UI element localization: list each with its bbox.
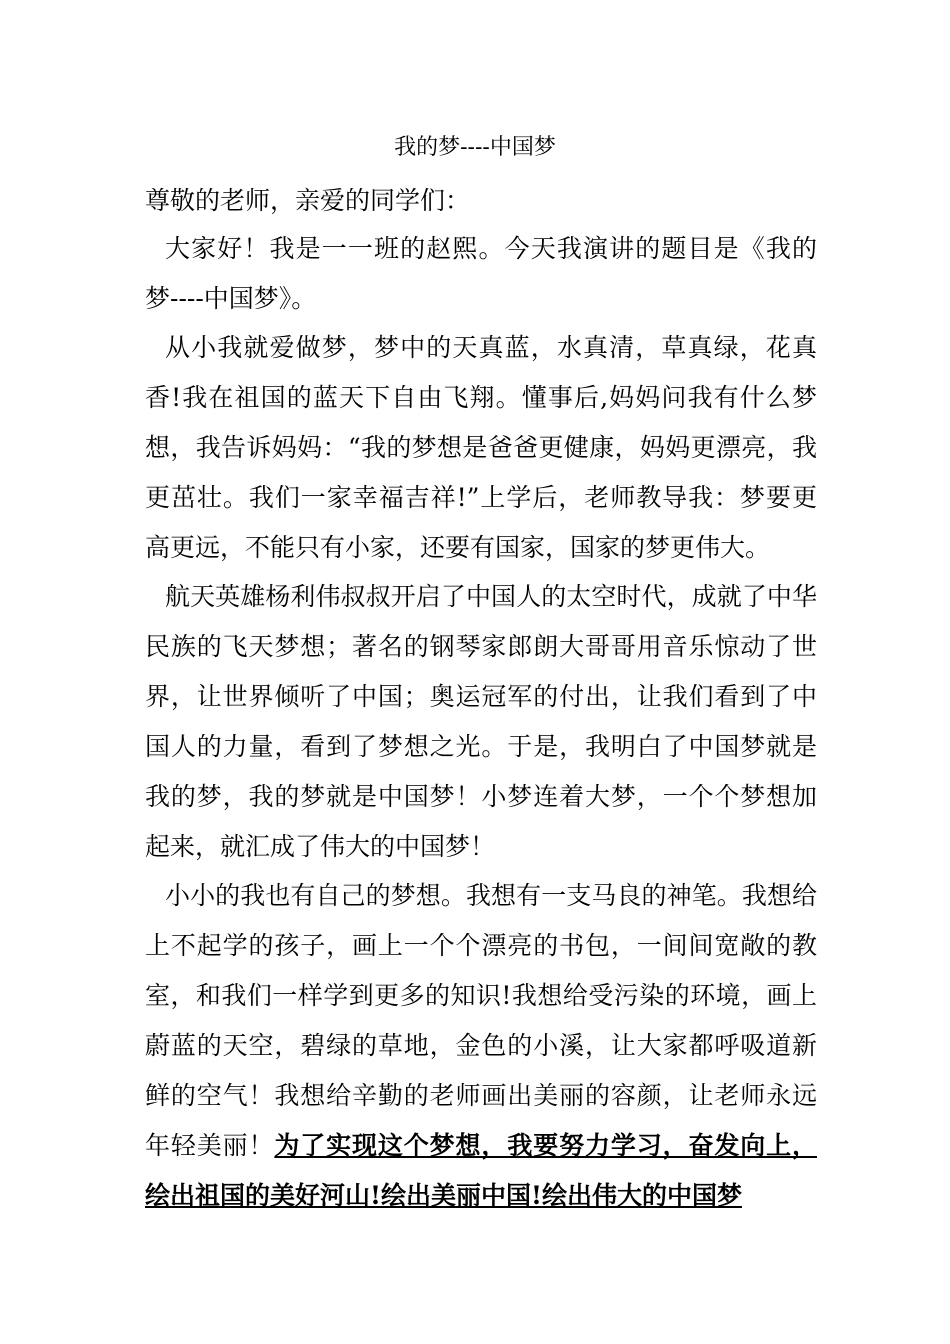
paragraph-my-dream-text: 小小的我也有自己的梦想。我想有一支马良的神笔。我想给上不起学的孩子，画上一个个漂亮的书包，一间间宽敞的教室，和我们一样学到更多的知识!我想给受污染的环境，画上蔚蓝的天空，碧绿的草地，金色的小溪，让大家都呼吸道新鲜的空气！我想给辛勤的老师画出美丽的容颜，让老师永远年轻美丽！ [145, 881, 817, 1160]
paragraph-greeting: 大家好！我是一一班的赵熙。今天我演讲的题目是《我的梦----中国梦》。 [145, 234, 817, 313]
paragraph-childhood-dream: 从小我就爱做梦，梦中的天真蓝，水真清，草真绿，花真香!我在祖国的蓝天下自由飞翔。懂事后,妈妈问我有什么梦想，我告诉妈妈：“我的梦想是爸爸更健康，妈妈更漂亮，我更茁壮。我们一家幸福吉祥!”上学后，老师教导我：梦要更高更远，不能只有小家，还要有国家，国家的梦更伟大。 [145, 333, 817, 562]
salutation: 尊敬的老师，亲爱的同学们： [145, 186, 471, 215]
paragraph-heroes: 航天英雄杨利伟叔叔开启了中国人的太空时代，成就了中华民族的飞天梦想；著名的钢琴家郎朗大哥哥用音乐惊动了世界，让世界倾听了中国；奥运冠军的付出，让我们看到了中国人的力量，看到了梦想之光。于是，我明白了中国梦就是我的梦，我的梦就是中国梦！小梦连着大梦，一个个梦想加起来，就汇成了伟大的中国梦！ [145, 582, 817, 861]
emphasized-conclusion: 为了实现这个梦想，我要努力学习，奋发向上，绘出祖国的美好河山!绘出美丽中国!绘出伟大的中国梦 [145, 1131, 817, 1210]
paragraph-my-dream [145, 871, 817, 1221]
document-title: 我的梦----中国梦 [394, 135, 556, 160]
